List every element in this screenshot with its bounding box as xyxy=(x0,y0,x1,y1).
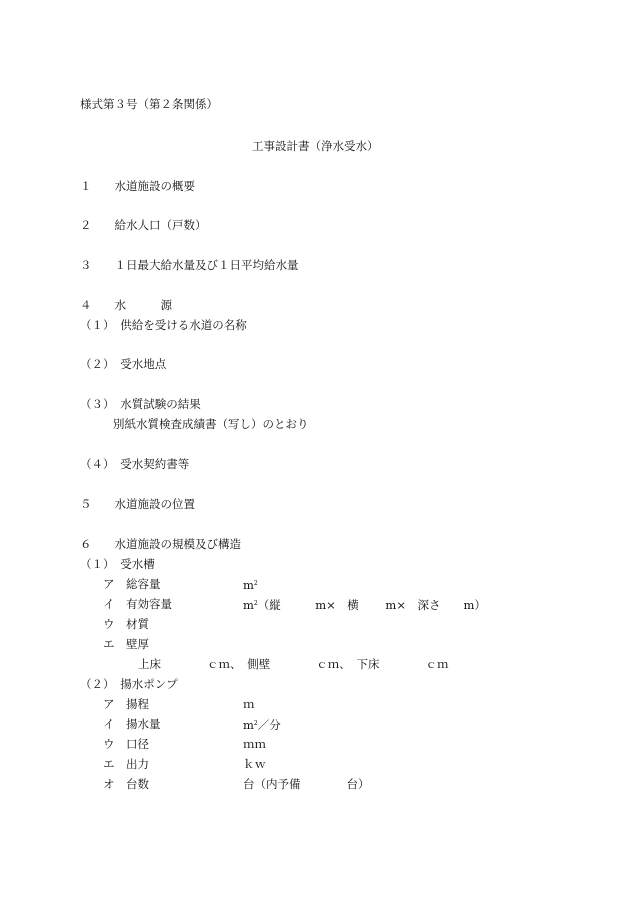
pump-flow-unit: $m^2/$分 xyxy=(243,718,281,732)
tank-effective-capacity-label: イ 有効容量 xyxy=(103,597,172,611)
pump-diameter-label: ウ 口径 xyxy=(103,737,149,751)
section-4-3-note: 別紙水質検査成績書（写し）のとおり xyxy=(113,417,309,431)
pump-head-unit: ｍ xyxy=(243,697,255,711)
section-1-heading: １ 水道施設の概要 xyxy=(80,179,195,193)
section-6-1-heading: （１） 受水槽 xyxy=(80,557,155,571)
tank-material-label: ウ 材質 xyxy=(103,617,149,631)
section-3-heading: ３ １日最大給水量及び１日平均給水量 xyxy=(80,258,299,272)
document-title: 工事設計書（浄水受水） xyxy=(252,139,379,153)
section-4-1-heading: （１） 供給を受ける水道の名称 xyxy=(80,318,247,332)
tank-total-capacity-label: ア 総容量 xyxy=(103,577,161,591)
section-4-3-heading: （３） 水質試験の結果 xyxy=(80,397,201,411)
pump-head-label: ア 揚程 xyxy=(103,697,149,711)
section-6-2-heading: （２） 揚水ポンプ xyxy=(80,677,178,691)
pump-flow-label: イ 揚水量 xyxy=(103,717,161,731)
section-5-heading: ５ 水道施設の位置 xyxy=(80,497,195,511)
section-2-heading: ２ 給水人口（戸数） xyxy=(80,218,207,232)
tank-wall-thickness-label: エ 壁厚 xyxy=(103,637,149,651)
section-4-4-heading: （４） 受水契約書等 xyxy=(80,457,190,471)
pump-output-unit: ｋｗ xyxy=(243,757,266,771)
pump-diameter-unit: ｍｍ xyxy=(243,737,266,751)
section-4-2-heading: （２） 受水地点 xyxy=(80,357,167,371)
tank-wall-thickness-values: 上床 ｃｍ、 側壁 ｃｍ、 下床 ｃｍ xyxy=(138,657,449,671)
section-6-heading: ６ 水道施設の規模及び構造 xyxy=(80,537,241,551)
tank-effective-capacity-value: $m^2$（縦 m× 横 m× 深さ m） xyxy=(243,598,486,612)
section-4-heading: ４ 水 源 xyxy=(80,298,172,312)
tank-total-capacity-unit: $m^2$ xyxy=(243,578,258,592)
form-number: 様式第３号（第２条関係） xyxy=(80,97,218,111)
pump-output-label: エ 出力 xyxy=(103,757,149,771)
pump-count-unit: 台（内予備 台） xyxy=(243,777,370,791)
pump-count-label: オ 台数 xyxy=(103,777,149,791)
tank-dimensions: （縦 m× 横 m× 深さ m） xyxy=(257,598,486,612)
